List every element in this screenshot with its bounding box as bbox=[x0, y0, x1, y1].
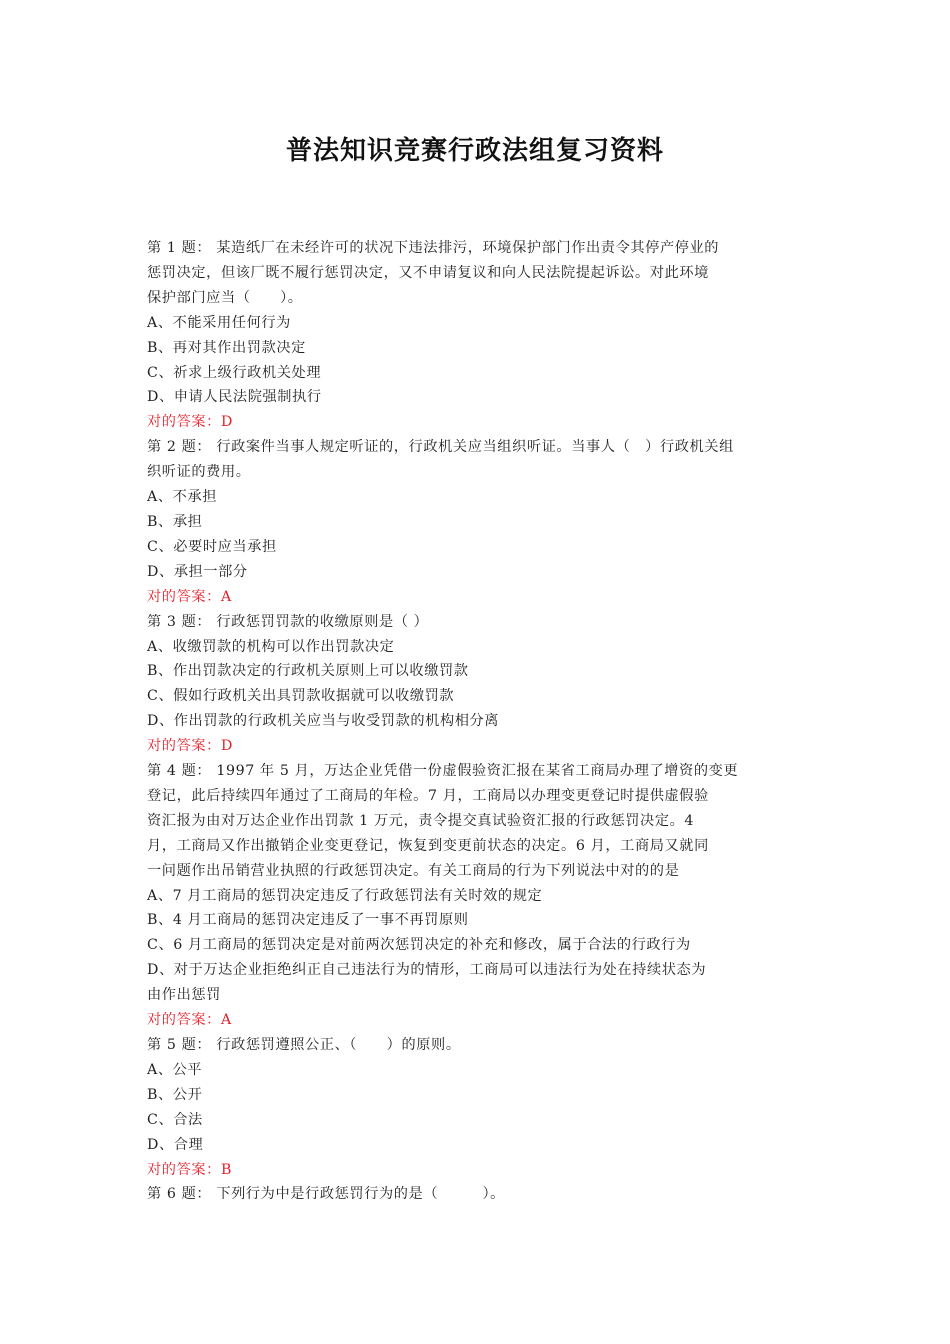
text-line: B、作出罚款决定的行政机关原则上可以收缴罚款 bbox=[147, 663, 469, 680]
text-line: A、不能采用任何行为 bbox=[147, 314, 291, 331]
answer-line: 对的答案：D bbox=[147, 414, 233, 431]
text-line: 第 5 题： 行政惩罚遵照公正、（ ）的原则。 bbox=[147, 1037, 461, 1053]
text-line: D、合理 bbox=[147, 1136, 204, 1153]
text-line: B、再对其作出罚款决定 bbox=[147, 339, 306, 356]
text-line: 惩罚决定，但该厂既不履行惩罚决定，又不申请复议和向人民法院提起诉讼。对此环境 bbox=[147, 264, 709, 281]
text-line: C、祈求上级行政机关处理 bbox=[147, 364, 322, 381]
text-line: 一问题作出吊销营业执照的行政惩罚决定。有关工商局的行为下列说法中对的的是 bbox=[147, 862, 680, 879]
text-line: C、6 月工商局的惩罚决定是对前两次惩罚决定的补充和修改，属于合法的行政行为 bbox=[147, 937, 691, 954]
text-line: D、对于万达企业拒绝纠正自己违法行为的情形，工商局可以违法行为处在持续状态为 bbox=[147, 962, 707, 979]
text-line: 登记，此后持续四年通过了工商局的年检。7 月，工商局以办理变更登记时提供虚假验 bbox=[147, 787, 709, 804]
text-line: A、收缴罚款的机构可以作出罚款决定 bbox=[147, 638, 395, 655]
text-line: B、公开 bbox=[147, 1086, 203, 1103]
text-line: A、7 月工商局的惩罚决定违反了行政惩罚法有关时效的规定 bbox=[147, 887, 543, 904]
text-line: 第 2 题： 行政案件当事人规定听证的，行政机关应当组织听证。当事人（ ）行政机关组 bbox=[147, 439, 734, 456]
answer-line: 对的答案：D bbox=[147, 738, 233, 755]
text-line: 第 6 题： 下列行为中是行政惩罚行为的是（ ）。 bbox=[147, 1186, 505, 1203]
text-line: C、合法 bbox=[147, 1111, 203, 1128]
answer-line: 对的答案：A bbox=[147, 1012, 232, 1029]
text-line: D、作出罚款的行政机关应当与收受罚款的机构相分离 bbox=[147, 713, 500, 730]
answer-line: 对的答案：A bbox=[147, 588, 232, 605]
page-title: 普法知识竞赛行政法组复习资料 bbox=[285, 136, 664, 166]
text-line: C、必要时应当承担 bbox=[147, 538, 277, 555]
text-line: A、不承担 bbox=[147, 489, 217, 506]
text-line: D、申请人民法院强制执行 bbox=[147, 389, 322, 406]
text-line: 第 3 题： 行政惩罚罚款的收缴原则是（ ） bbox=[147, 613, 429, 630]
text-line: B、承担 bbox=[147, 513, 203, 530]
text-line: 月，工商局又作出撤销企业变更登记，恢复到变更前状态的决定。6 月，工商局又就同 bbox=[147, 837, 709, 854]
text-line: 资汇报为由对万达企业作出罚款 1 万元，责令提交真试验资汇报的行政惩罚决定。4 bbox=[147, 812, 695, 829]
text-line: 第 1 题： 某造纸厂在未经许可的状况下违法排污，环境保护部门作出责令其停产停业的 bbox=[147, 240, 720, 256]
text-line: 由作出惩罚 bbox=[147, 987, 221, 1004]
text-line: 第 4 题： 1997 年 5 月，万达企业凭借一份虚假验资汇报在某省工商局办理了增资的变更 bbox=[147, 763, 739, 780]
text-line: B、4 月工商局的惩罚决定违反了一事不再罚原则 bbox=[147, 912, 469, 929]
text-line: A、公平 bbox=[147, 1061, 203, 1078]
text-line: D、承担一部分 bbox=[147, 563, 248, 580]
text-line: 保护部门应当（ ）。 bbox=[147, 289, 303, 306]
answer-line: 对的答案：B bbox=[147, 1161, 232, 1178]
document-body bbox=[147, 236, 797, 1207]
text-line: C、假如行政机关出具罚款收据就可以收缴罚款 bbox=[147, 688, 455, 705]
text-line: 织听证的费用。 bbox=[147, 464, 251, 481]
